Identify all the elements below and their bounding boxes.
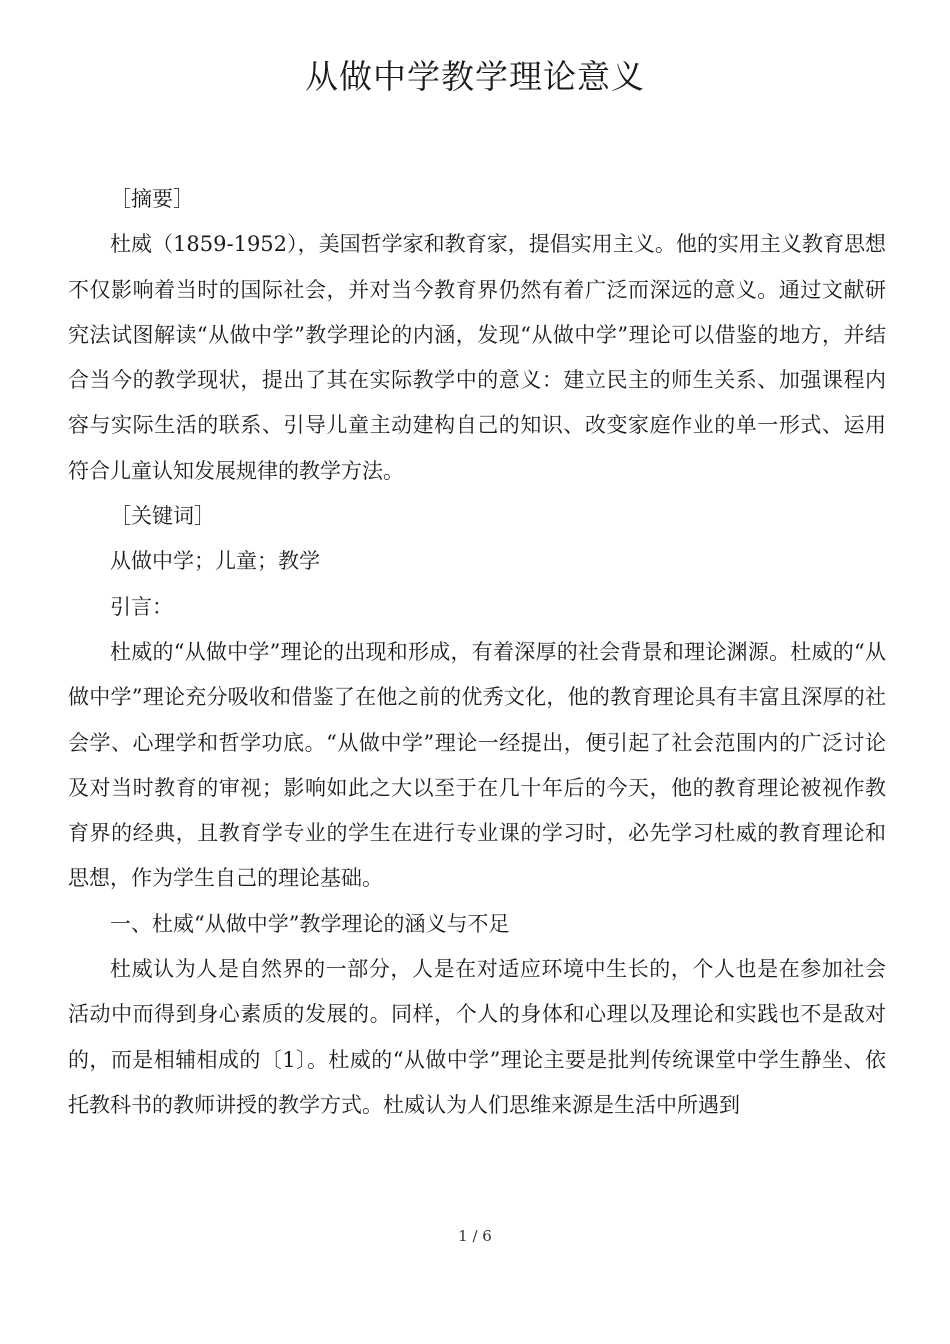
document-title: 从做中学教学理论意义 bbox=[305, 57, 645, 96]
introduction-paragraph: 杜威的“从做中学”理论的出现和形成，有着深厚的社会背景和理论渊源。杜威的“从做中学”理论充分吸收和借鉴了在他之前的优秀文化，他的教育理论具有丰富且深厚的社会学、心理学和哲学功底。“从做中学”理论一经提出，便引起了社会范围内的广泛讨论及对当时教育的审视；影响如此之大以至于在几十年后的今天，他的教育理论被视作教育界的经典，且教育学专业的学生在进行专业课的学习时，必先学习杜威的教育理论和思想，作为学生自己的理论基础。 bbox=[68, 639, 886, 891]
section-one-heading: 一、杜威“从做中学”教学理论的涵义与不足 bbox=[110, 911, 510, 936]
keywords-heading: ［关键词］ bbox=[110, 504, 215, 529]
page-indicator: 1 / 6 bbox=[458, 1227, 492, 1245]
introduction-heading: 引言： bbox=[110, 594, 173, 619]
abstract-heading: ［摘要］ bbox=[110, 187, 194, 211]
document-body bbox=[68, 177, 886, 1128]
section-one-paragraph: 杜威认为人是自然界的一部分，人是在对适应环境中生长的，个人也是在参加社会活动中而得到身心素质的发展的。同样，个人的身体和心理以及理论和实践也不是敌对的，而是相辅相成的〔1〕。杜威的“从做中学”理论主要是批判传统课堂中学生静坐、依托教科书的教师讲授的教学方式。杜威认为人们思维来源是生活中所遇到 bbox=[68, 957, 886, 1117]
abstract-paragraph: 杜威（1859-1952），美国哲学家和教育家，提倡实用主义。他的实用主义教育思想不仅影响着当时的国际社会，并对当今教育界仍然有着广泛而深远的意义。通过文献研究法试图解读“从做中学”教学理论的内涵，发现“从做中学”理论可以借鉴的地方，并结合当今的教学现状，提出了其在实际教学中的意义：建立民主的师生关系、加强课程内容与实际生活的联系、引导儿童主动建构自己的知识、改变家庭作业的单一形式、运用符合儿童认知发展规律的教学方法。 bbox=[68, 232, 886, 483]
keywords-paragraph: 从做中学；儿童；教学 bbox=[110, 549, 320, 574]
